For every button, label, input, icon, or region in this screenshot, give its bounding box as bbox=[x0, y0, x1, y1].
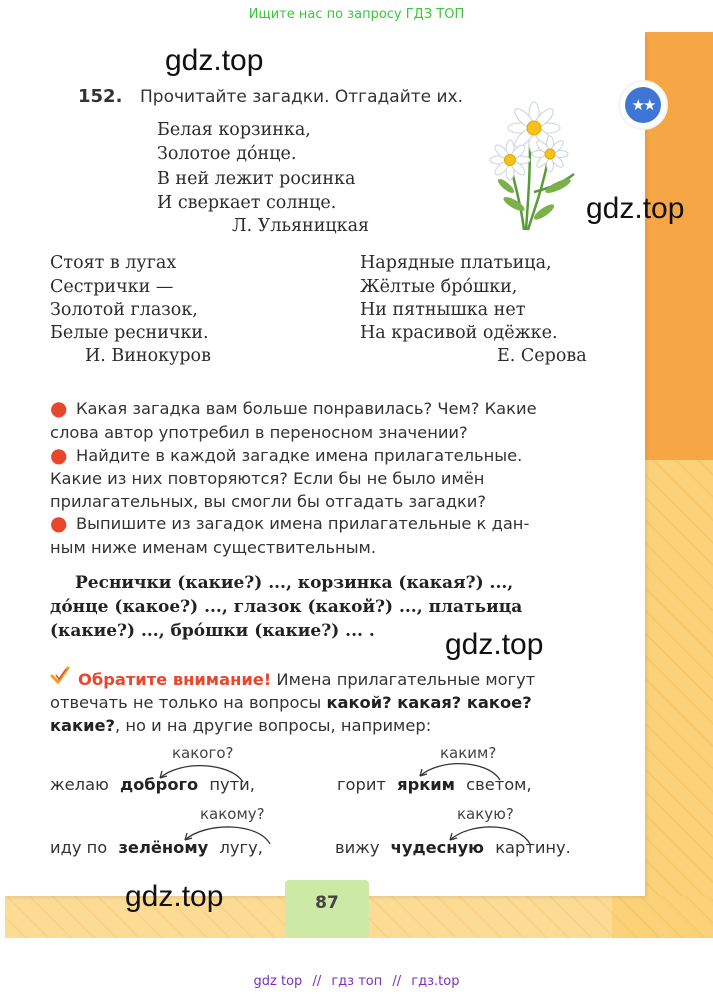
banner-separator: // bbox=[392, 974, 402, 989]
two-stars-icon: ★★ bbox=[625, 87, 661, 123]
task-bullet: ● bbox=[50, 443, 68, 467]
note-text: отвечать не только на вопросы bbox=[50, 693, 322, 712]
riddle-3-line: Жёлтые бро́шки, bbox=[360, 277, 518, 297]
watermark: gdz.top bbox=[125, 880, 224, 913]
riddle-3-line: Ни пятнышка нет bbox=[360, 300, 526, 320]
riddle-1-line: Белая корзинка, bbox=[157, 120, 311, 140]
riddle-1-line: Золотое до́нце. bbox=[157, 144, 297, 164]
example-word: иду по bbox=[50, 838, 108, 857]
note-questions: какие? bbox=[50, 716, 115, 735]
riddle-2-author: И. Винокуров bbox=[85, 346, 211, 366]
example-word: горит bbox=[337, 775, 386, 794]
task-1-line: слова автор употребил в переносном значении? bbox=[50, 423, 468, 442]
page-number: 87 bbox=[285, 880, 369, 938]
riddle-2-line: Золотой глазок, bbox=[50, 300, 198, 320]
banner-separator: // bbox=[312, 974, 322, 989]
riddle-2-line: Сестрички — bbox=[50, 277, 174, 297]
example-word: желаю bbox=[50, 775, 109, 794]
riddle-3-line: Нарядные платьица, bbox=[360, 253, 552, 273]
task-2-line: прилагательных, вы смогли бы отгадать загадки? bbox=[50, 492, 487, 511]
example-adjective: доброго bbox=[119, 775, 199, 794]
example-adjective: ярким bbox=[397, 775, 455, 794]
riddle-1-line: И сверкает солнце. bbox=[157, 193, 337, 213]
task-bullet: ● bbox=[50, 511, 68, 535]
watermark: gdz.top bbox=[586, 192, 685, 225]
example-adjective: чудесную bbox=[390, 838, 484, 857]
task-3-line: Выпишите из загадок имена прилагательные к дан- bbox=[76, 514, 530, 533]
task-2-line: Какие из них повторяются? Если бы не было имён bbox=[50, 469, 485, 488]
example-adjective: зелёному bbox=[118, 838, 209, 857]
example-phrase bbox=[50, 775, 255, 794]
riddle-3-line: На красивой одёжке. bbox=[360, 323, 558, 343]
example-word: светом, bbox=[466, 775, 532, 794]
example-word: пути, bbox=[209, 775, 255, 794]
example-word: вижу bbox=[335, 838, 380, 857]
note-text: , но и на другие вопросы, например: bbox=[114, 716, 432, 735]
task-bullet: ● bbox=[50, 396, 68, 420]
exercise-line: до́нце (какое?) ..., глазок (какой?) ..., платьица bbox=[50, 597, 523, 617]
riddle-1-line: В ней лежит росинка bbox=[157, 169, 356, 189]
banner-text: гдз.top bbox=[411, 974, 460, 989]
exercise-line: Реснички (какие?) ..., корзинка (какая?) ..., bbox=[75, 573, 514, 593]
example-word: лугу, bbox=[219, 838, 263, 857]
exercise-instruction: Прочитайте загадки. Отгадайте их. bbox=[140, 87, 464, 107]
exercise-line: (какие?) ..., бро́шки (какие?) ... . bbox=[50, 621, 375, 641]
example-phrase bbox=[337, 775, 532, 794]
exercise-number: 152. bbox=[78, 86, 123, 107]
riddle-2-line: Стоят в лугах bbox=[50, 253, 177, 273]
bottom-banner bbox=[0, 970, 713, 994]
task-2-line: Найдите в каждой загадке имена прилагательные. bbox=[76, 446, 523, 465]
task-3-line: ным ниже именам существительным. bbox=[50, 538, 377, 557]
note-questions: какой? какая? какое? bbox=[326, 693, 532, 712]
example-question: какого? bbox=[172, 744, 234, 762]
riddle-1-author: Л. Ульяницкая bbox=[232, 216, 370, 236]
example-question: какую? bbox=[457, 805, 514, 823]
watermark: gdz.top bbox=[165, 44, 264, 77]
example-phrase bbox=[335, 838, 571, 857]
task-1-line: Какая загадка вам больше понравилась? Чем? Какие bbox=[76, 399, 537, 418]
example-word: картину. bbox=[495, 838, 571, 857]
watermark: gdz.top bbox=[445, 628, 544, 661]
riddle-3-author: Е. Серова bbox=[497, 346, 587, 366]
banner-text: гдз топ bbox=[331, 974, 383, 989]
note-text: Имена прилагательные могут bbox=[276, 670, 536, 689]
riddle-2-line: Белые реснички. bbox=[50, 323, 209, 343]
example-question: каким? bbox=[440, 744, 497, 762]
note-heading: Обратите внимание! bbox=[78, 670, 272, 689]
example-phrase bbox=[50, 838, 263, 857]
banner-text: gdz top bbox=[253, 974, 303, 989]
top-banner: Ищите нас по запросу ГДЗ ТОП bbox=[248, 7, 465, 22]
example-question: какому? bbox=[200, 805, 265, 823]
